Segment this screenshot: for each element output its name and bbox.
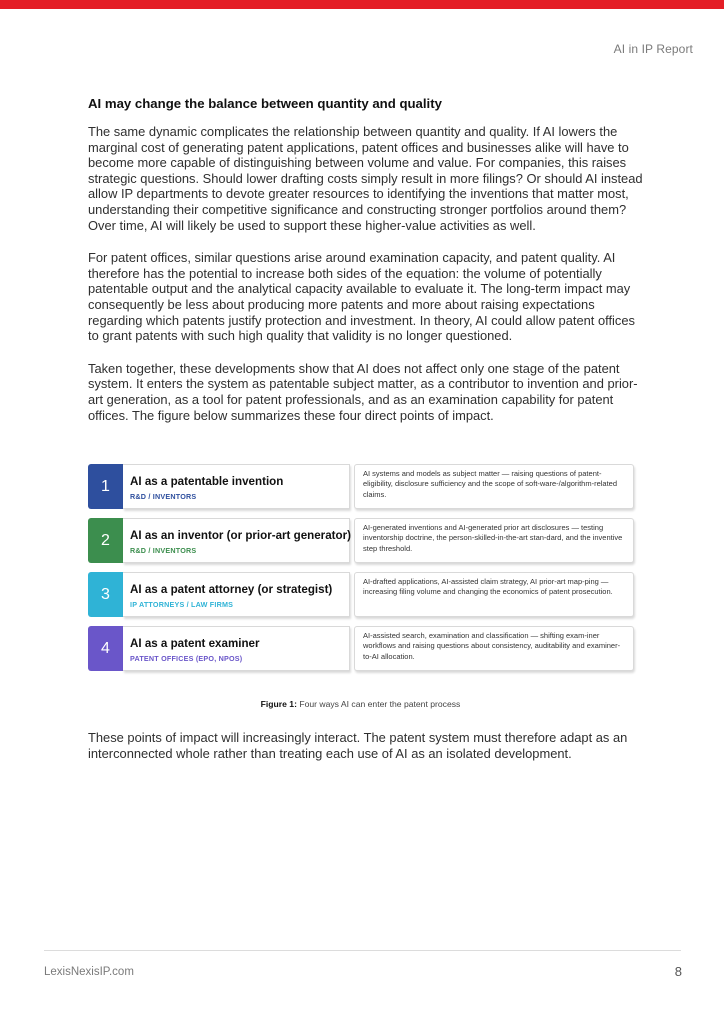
row-description-card — [354, 464, 634, 509]
row-subtitle: PATENT OFFICES (EPO, NPOS) — [130, 654, 243, 663]
report-header-label: AI in IP Report — [613, 42, 693, 56]
row-description: AI-drafted applications, AI-assisted claim strategy, AI prior-art map-ping — increasing filing volume and changing the economics of patent prosecution. — [363, 577, 613, 597]
row-title-card — [123, 626, 350, 671]
footer-website: LexisNexisIP.com — [44, 966, 134, 978]
body-paragraph: The same dynamic complicates the relationship between quantity and quality. If AI lowers the marginal cost of generating patent applications, patent offices and businesses alike will have to become more capable of distinguishing between volume and value. For companies, this raises strategic questions. Should lower drafting costs simply result in more filings? Or should AI instead allow IP departments to devote greater resources to identifying the inventions that matter most, understanding their competitive significance and constructing stronger portfolios around them? Over time, AI will likely be used to support these higher-value activities as well. — [88, 124, 643, 233]
row-number-badge: 3 — [88, 572, 123, 617]
figure-row — [88, 626, 633, 671]
figure-caption-label: Figure 1: — [260, 699, 297, 709]
brand-top-bar — [0, 0, 724, 9]
row-description-card — [354, 572, 634, 617]
row-title: AI as an inventor (or prior-art generator) — [130, 529, 351, 542]
row-title-card — [123, 518, 350, 563]
row-description: AI systems and models as subject matter — raising questions of patent-eligibility, disclosure sufficiency and the scope of soft-ware-/algorithm-related claims. — [363, 469, 618, 499]
footer-divider — [44, 950, 681, 951]
row-description-card — [354, 518, 634, 563]
figure-row — [88, 464, 633, 509]
row-number-badge: 1 — [88, 464, 123, 509]
body-paragraph: For patent offices, similar questions arise around examination capacity, and patent quality. AI therefore has the potential to increase both sides of the equation: the volume of potentially patentable output and the analytical capacity available to evaluate it. The long-term impact may consequently be less about producing more patents and more about raising expectations regarding which patents justify protection and investment. In theory, AI could allow patent offices to grant patents with such high quality that validity is no longer questioned. — [88, 250, 635, 344]
closing-section — [88, 730, 648, 778]
row-title: AI as a patent examiner — [130, 637, 260, 650]
row-number-badge: 2 — [88, 518, 123, 563]
figure-caption — [88, 699, 633, 709]
figure-caption-text: Four ways AI can enter the patent process — [299, 699, 461, 709]
row-title: AI as a patent attorney (or strategist) — [130, 583, 333, 596]
main-content — [88, 96, 648, 440]
row-subtitle: IP ATTORNEYS / LAW FIRMS — [130, 600, 234, 609]
row-subtitle: R&D / INVENTORS — [130, 492, 197, 501]
row-number-badge: 4 — [88, 626, 123, 671]
row-description: AI-generated inventions and AI-generated prior art disclosures — testing inventorship doctrine, the person-skilled-in-the-art stan-dard, and the inventive step threshold. — [363, 523, 623, 553]
row-title-card — [123, 572, 350, 617]
closing-paragraph: These points of impact will increasingly interact. The patent system must therefore adapt as an interconnected whole rather than treating each use of AI as an isolated development. — [88, 730, 628, 761]
row-title: AI as a patentable invention — [130, 475, 284, 488]
figure-row — [88, 518, 633, 563]
row-subtitle: R&D / INVENTORS — [130, 546, 197, 555]
row-description: AI-assisted search, examination and classification — shifting exam-iner workflows and raising questions about consistency, auditability and examiner-to-AI allocation. — [363, 631, 621, 661]
body-paragraph: Taken together, these developments show that AI does not affect only one stage of the patent system. It enters the system as patentable subject matter, as a contributor to invention and prior-art generation, as a tool for patent professionals, and as an examination capability for patent offices. The figure below summarizes these four direct points of impact. — [88, 360, 638, 423]
row-title-card — [123, 464, 350, 509]
section-heading: AI may change the balance between quantity and quality — [88, 96, 442, 111]
impact-figure — [88, 464, 633, 680]
figure-row — [88, 572, 633, 617]
row-description-card — [354, 626, 634, 671]
page-number: 8 — [674, 964, 682, 979]
